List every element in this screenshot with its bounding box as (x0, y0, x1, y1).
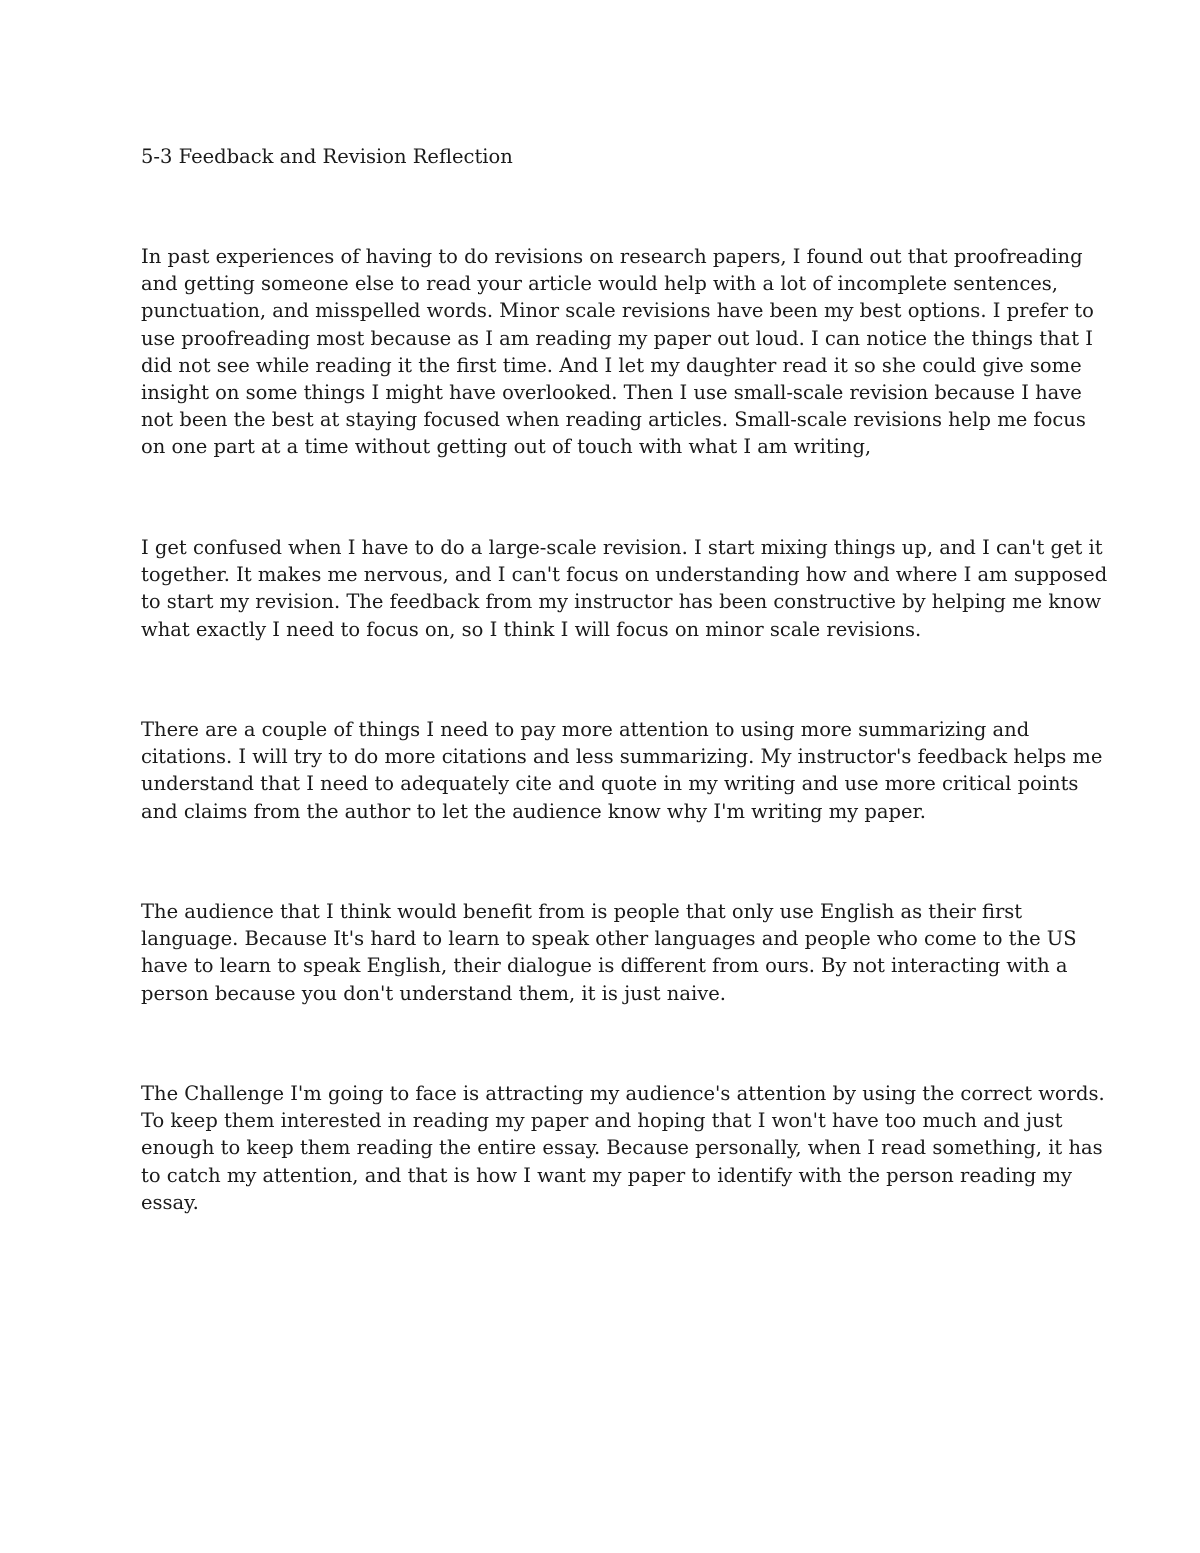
paragraph-line: together. It makes me nervous, and I can't focus on understanding how and where I am supposed (141, 563, 1108, 587)
paragraph-line: citations. I will try to do more citations and less summarizing. My instructor's feedback helps me (141, 745, 1103, 769)
paragraph-line: The audience that I think would benefit from is people that only use English as their first (141, 900, 1023, 923)
paragraph-line: I get confused when I have to do a large-scale revision. I start mixing things up, and I can't get it (141, 536, 1103, 559)
paragraph-line: essay. (141, 1190, 199, 1214)
paragraph-line: In past experiences of having to do revisions on research papers, I found out that proofreading (141, 245, 1083, 268)
paragraph-audience (141, 898, 1077, 1007)
paragraph-line: what exactly I need to focus on, so I think I will focus on minor scale revisions. (141, 617, 922, 641)
paragraph-line: There are a couple of things I need to pay more attention to using more summarizing and (141, 718, 1030, 741)
paragraph-citations (141, 716, 1103, 825)
paragraph-line: not been the best at staying focused when reading articles. Small-scale revisions help me focus (141, 408, 1086, 432)
paragraph-line: to start my revision. The feedback from my instructor has been constructive by helping me know (141, 590, 1102, 614)
paragraph-challenge (141, 1080, 1105, 1216)
paragraph-line: insight on some things I might have overlooked. Then I use small-scale revision because I have (141, 381, 1082, 405)
paragraph-line: enough to keep them reading the entire essay. Because personally, when I read something, it has (141, 1136, 1103, 1160)
paragraph-line: and getting someone else to read your article would help with a lot of incomplete sentences, (141, 272, 1058, 296)
paragraph-revision-experience (141, 243, 1094, 461)
paragraph-line: have to learn to speak English, their dialogue is different from ours. By not interacting with a (141, 954, 1068, 978)
paragraph-line: use proofreading most because as I am reading my paper out loud. I can notice the things that I (141, 326, 1094, 350)
paragraph-line: on one part at a time without getting out of touch with what I am writing, (141, 435, 872, 459)
paragraph-line: and claims from the author to let the audience know why I'm writing my paper. (141, 799, 926, 823)
paragraph-line: punctuation, and misspelled words. Minor scale revisions have been my best options. I prefer to (141, 299, 1094, 323)
paragraph-line: did not see while reading it the first time. And I let my daughter read it so she could give some (141, 353, 1082, 377)
paragraph-line: To keep them interested in reading my paper and hoping that I won't have too much and just (141, 1109, 1063, 1133)
document-title: 5-3 Feedback and Revision Reflection (141, 145, 513, 168)
paragraph-line: to catch my attention, and that is how I want my paper to identify with the person reading my (141, 1163, 1072, 1187)
paragraph-line: language. Because It's hard to learn to speak other languages and people who come to the US (141, 927, 1077, 951)
paragraph-line: person because you don't understand them, it is just naive. (141, 981, 726, 1005)
paragraph-large-scale-revision (141, 534, 1108, 643)
paragraph-line: The Challenge I'm going to face is attracting my audience's attention by using the correct words. (141, 1082, 1105, 1105)
paragraph-line: understand that I need to adequately cite and quote in my writing and use more critical points (141, 772, 1079, 796)
